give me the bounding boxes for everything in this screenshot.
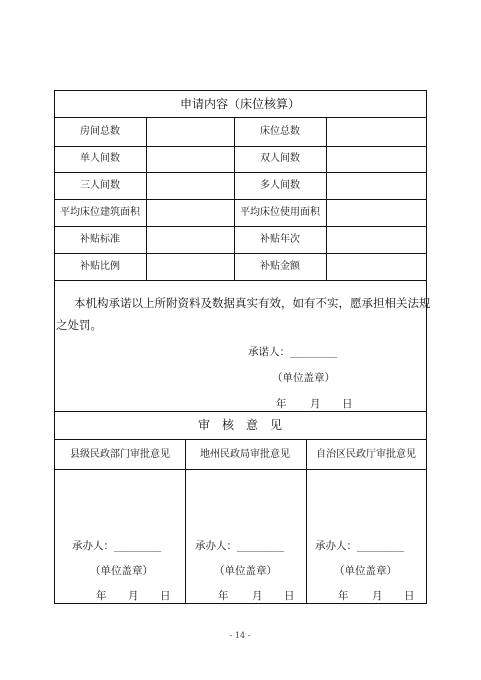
prefecture-year: 年 bbox=[218, 590, 229, 602]
label-subsidy-ratio: 补贴比例 bbox=[80, 261, 120, 272]
label-subsidy-standard: 补贴标准 bbox=[80, 234, 120, 245]
label-avg-building-area: 平均床位建筑面积 bbox=[60, 207, 140, 218]
row-divider bbox=[54, 469, 427, 470]
label-double-rooms: 双人间数 bbox=[260, 153, 300, 164]
commitment-line-1: 本机构承诺以上所附资料及数据真实有效，如有不实，愿承担相关法规 bbox=[74, 296, 431, 310]
row-divider bbox=[54, 146, 427, 147]
page-number: - 14 - bbox=[229, 631, 251, 640]
row-divider bbox=[54, 199, 427, 200]
application-title: 申请内容（床位核算） bbox=[179, 97, 301, 111]
label-avg-usable-area: 平均床位使用面积 bbox=[240, 207, 320, 218]
label-total-rooms: 房间总数 bbox=[80, 126, 120, 137]
prefecture-day: 日 bbox=[284, 590, 295, 602]
review-title: 审 核 意 见 bbox=[197, 418, 283, 432]
commitment-day: 日 bbox=[342, 398, 353, 410]
region-handler[interactable]: 承办人：_________ bbox=[315, 540, 405, 552]
label-subsidy-amount: 补贴金额 bbox=[260, 261, 300, 272]
county-day: 日 bbox=[160, 590, 171, 602]
commitment-seal: （单位盖章） bbox=[272, 372, 335, 384]
promisor-signature[interactable]: 承诺人：_________ bbox=[248, 346, 338, 358]
row-divider bbox=[54, 172, 427, 173]
column-divider bbox=[234, 117, 235, 280]
county-seal: （单位盖章） bbox=[90, 565, 153, 577]
commitment-line-2: 之处罚。 bbox=[56, 318, 102, 332]
form-frame bbox=[54, 90, 427, 604]
region-seal: （单位盖章） bbox=[334, 565, 397, 577]
region-month: 月 bbox=[372, 590, 383, 602]
label-triple-rooms: 三人间数 bbox=[80, 180, 120, 191]
county-month: 月 bbox=[128, 590, 139, 602]
row-divider bbox=[54, 226, 427, 227]
label-single-rooms: 单人间数 bbox=[80, 153, 120, 164]
column-divider bbox=[306, 439, 307, 604]
region-day: 日 bbox=[404, 590, 415, 602]
county-handler[interactable]: 承办人：_________ bbox=[72, 540, 162, 552]
row-divider bbox=[54, 253, 427, 254]
section-divider bbox=[54, 280, 427, 281]
column-divider bbox=[185, 439, 186, 604]
label-subsidy-year: 补贴年次 bbox=[260, 234, 300, 245]
column-divider bbox=[326, 117, 327, 280]
row-divider bbox=[54, 117, 427, 118]
commitment-month: 月 bbox=[310, 398, 321, 410]
section-divider bbox=[54, 411, 427, 412]
commitment-year: 年 bbox=[276, 398, 287, 410]
label-multi-rooms: 多人间数 bbox=[260, 180, 300, 191]
section-divider bbox=[54, 439, 427, 440]
label-total-beds: 床位总数 bbox=[260, 126, 300, 137]
prefecture-seal: （单位盖章） bbox=[214, 565, 277, 577]
county-year: 年 bbox=[96, 590, 107, 602]
region-approval-header: 自治区民政厅审批意见 bbox=[316, 449, 416, 460]
prefecture-handler[interactable]: 承办人：_________ bbox=[195, 540, 285, 552]
prefecture-month: 月 bbox=[252, 590, 263, 602]
region-year: 年 bbox=[338, 590, 349, 602]
county-approval-header: 县级民政部门审批意见 bbox=[70, 449, 170, 460]
prefecture-approval-header: 地州民政局审批意见 bbox=[200, 449, 290, 460]
column-divider bbox=[146, 117, 147, 280]
